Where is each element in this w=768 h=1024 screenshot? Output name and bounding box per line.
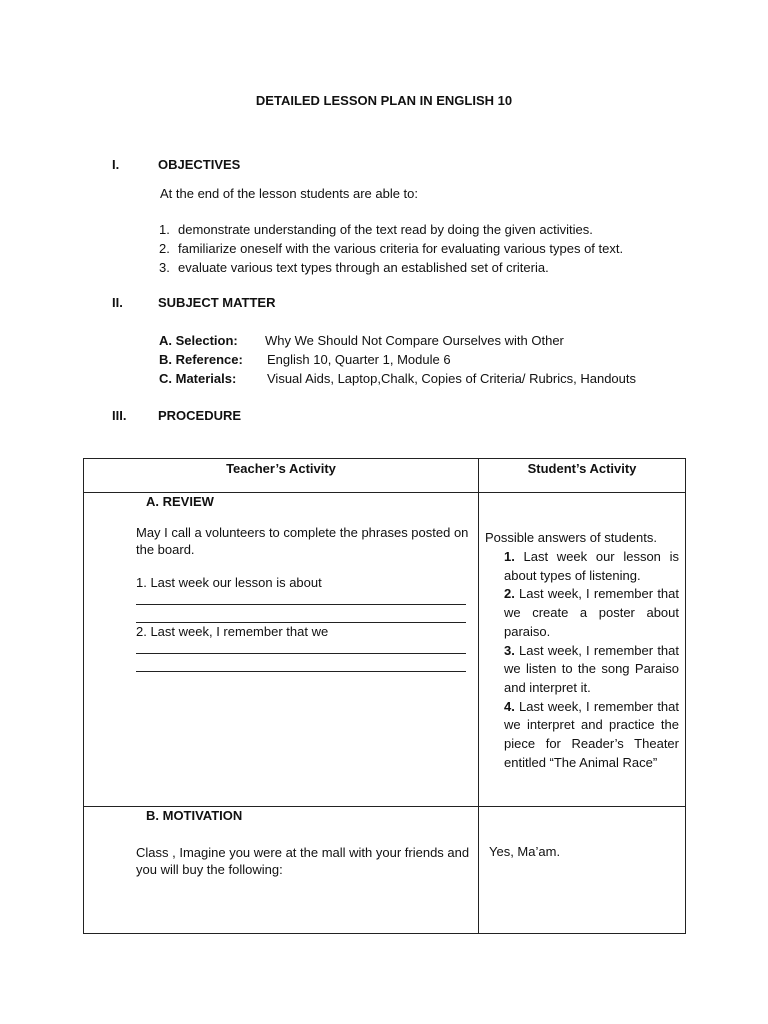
section-title-subject-matter: SUBJECT MATTER (158, 295, 276, 310)
objectives-list (159, 220, 623, 277)
answer-number: 4. (504, 698, 515, 714)
item-text: evaluate various text types through an established set of criteria. (178, 260, 549, 275)
review-phrase-2: 2. Last week, I remember that we (136, 624, 329, 639)
item-number: 2. (159, 241, 170, 256)
review-phrase-1: 1. Last week our lesson is about (136, 575, 322, 590)
objectives-intro: At the end of the lesson students are able to: (160, 186, 419, 201)
answer-number: 2. (504, 586, 515, 602)
answer-text: Last week, I remember that we create a poster about paraiso. (504, 586, 679, 639)
section-number-objectives: I. (112, 157, 120, 172)
answer-number: 3. (504, 642, 515, 658)
list-item (159, 258, 623, 277)
answer-blank-line (136, 604, 466, 605)
item-text: familiarize oneself with the various criteria for evaluating various types of text. (178, 241, 624, 256)
subject-value: Why We Should Not Compare Ourselves with Other (265, 333, 564, 348)
procedure-table (83, 458, 686, 934)
header-student-activity: Student’s Activity (479, 459, 686, 493)
subject-row-reference (159, 352, 451, 367)
table-row-motivation (84, 807, 686, 934)
teacher-cell-review (84, 493, 479, 807)
subject-label: B. Reference: (159, 352, 243, 367)
motivation-student-answer: Yes, Ma’am. (489, 844, 561, 859)
item-number: 1. (159, 222, 170, 237)
answer-blank-line (136, 671, 466, 672)
list-item (159, 239, 623, 258)
section-number-subject-matter: II. (112, 295, 123, 310)
student-answers-intro: Possible answers of students. (485, 530, 657, 545)
review-prompt: May I call a volunteers to complete the phrases posted on the board. (136, 525, 469, 557)
teacher-cell-motivation (84, 807, 479, 934)
list-item (504, 585, 679, 641)
subject-row-selection (159, 333, 564, 348)
answer-text: Last week, I remember that we listen to the song Paraiso and interpret it. (504, 642, 679, 695)
section-number-procedure: III. (112, 408, 127, 423)
motivation-heading: B. MOTIVATION (146, 808, 243, 823)
list-item (504, 642, 679, 698)
student-answers-list (504, 548, 679, 772)
subject-label: A. Selection: (159, 333, 238, 348)
section-title-procedure: PROCEDURE (158, 408, 242, 423)
answer-blank-line (136, 653, 466, 654)
header-teacher-activity: Teacher’s Activity (84, 459, 479, 493)
table-header-row (84, 459, 686, 493)
answer-text: Last week, I remember that we interpret and practice the piece for Reader’s Theater entitled “The Animal Race” (504, 698, 679, 770)
review-heading: A. REVIEW (146, 494, 214, 509)
answer-number: 1. (504, 549, 515, 564)
student-cell-motivation (479, 807, 686, 934)
answer-text: Last week our lesson is about types of listening. (504, 549, 679, 583)
item-number: 3. (159, 260, 170, 275)
list-item (504, 698, 679, 773)
motivation-prompt: Class , Imagine you were at the mall with your friends and you will buy the following: (136, 845, 470, 877)
item-text: demonstrate understanding of the text read by doing the given activities. (178, 222, 593, 237)
subject-row-materials (159, 371, 637, 386)
student-cell-review (479, 493, 686, 807)
section-title-objectives: OBJECTIVES (158, 157, 241, 172)
subject-value: Visual Aids, Laptop,Chalk, Copies of Criteria/ Rubrics, Handouts (267, 371, 637, 386)
subject-label: C. Materials: (159, 371, 237, 386)
list-item (504, 548, 679, 585)
table-row-review (84, 493, 686, 807)
list-item (159, 220, 623, 239)
subject-value: English 10, Quarter 1, Module 6 (267, 352, 451, 367)
document-title: DETAILED LESSON PLAN IN ENGLISH 10 (255, 93, 513, 108)
